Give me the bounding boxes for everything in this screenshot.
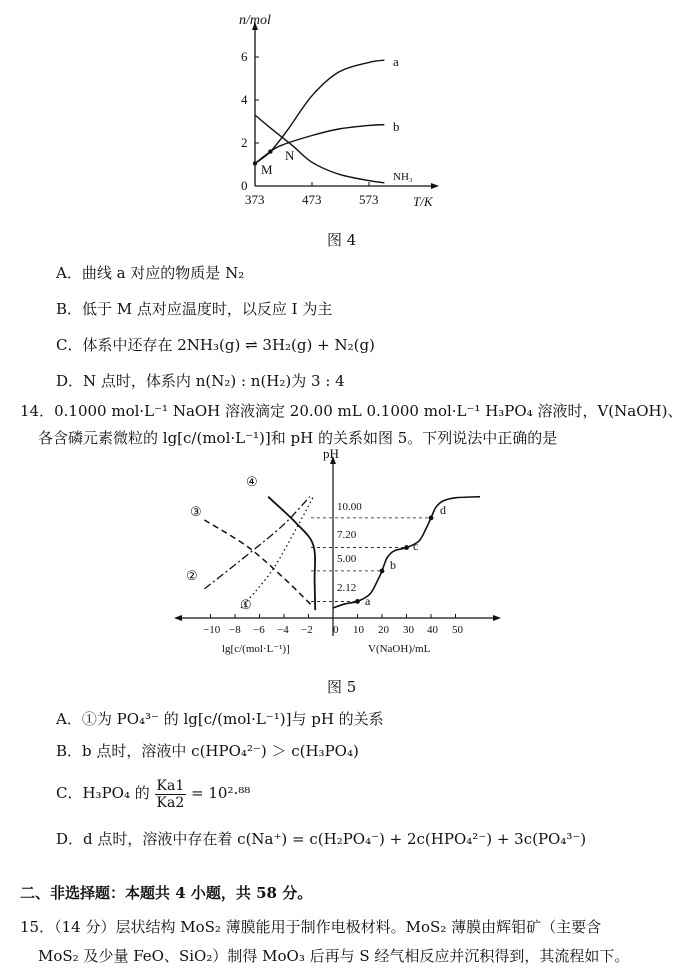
fig5-curve-1: ① — [240, 597, 252, 612]
fig5-point-c-marker — [404, 545, 409, 550]
q14-option-d: D．d 点时，溶液中存在着 c(Na⁺) = c(H₂PO₄⁻) + 2c(HPO₄²⁻) + 3c(PO₄³⁻) — [56, 830, 587, 848]
q15-line-1: 15．（14 分）层状结构 MoS₂ 薄膜能用于制作电极材料。MoS₂ 薄膜由辉钼矿（主要含 — [20, 918, 602, 936]
q13-option-c: C．体系中还存在 2NH₃(g) ⇌ 3H₂(g) + N₂(g) — [56, 336, 375, 354]
fig5-point-d: d — [440, 503, 446, 517]
fig5-curve-2-line — [204, 497, 309, 589]
fig4-ytick-6: 6 — [241, 49, 248, 64]
q14-option-c-suffix: = 10²·⁸⁸ — [191, 784, 251, 802]
fig5-neg-tick-8: −8 — [229, 624, 241, 636]
q14-option-c-prefix: C．H₃PO₄ 的 — [56, 784, 150, 802]
fig4-point-m-marker — [253, 161, 257, 165]
fig5-curve-2: ② — [186, 568, 198, 583]
fig4-xlabel: T/K — [413, 194, 433, 209]
fig5-point-a: a — [365, 594, 371, 608]
fig4-label-nh3: NH₃ — [393, 171, 413, 183]
fig5-pos-tick-20: 20 — [378, 624, 389, 636]
fig5-pos-tick-0: 0 — [333, 624, 339, 636]
q14-option-c — [56, 776, 250, 816]
fig4-point-m: M — [261, 162, 273, 177]
fig4-label-a: a — [393, 54, 399, 69]
fig4-point-n-marker — [268, 149, 272, 153]
fig5-curve-4-line — [268, 497, 315, 610]
fig5-curve-4: ④ — [246, 474, 258, 489]
fig5-ylabel: pH — [323, 448, 339, 461]
fig5-curve-3: ③ — [190, 504, 202, 519]
fig5-curve-3-line — [204, 520, 312, 606]
fig4-ytick-2: 2 — [241, 135, 248, 150]
fig4-point-n: N — [285, 148, 295, 163]
q13-option-d: D．N 点时，体系内 n(N₂) : n(H₂)为 3 : 4 — [56, 372, 345, 390]
fig5-ph-5: 5.00 — [337, 553, 357, 565]
q14-stem-2: 各含磷元素微粒的 lg[c/(mol·L⁻¹)]和 pH 的关系如图 5。下列说法中正确的是 — [38, 429, 558, 447]
fig5-neg-tick-4: −4 — [277, 624, 289, 636]
figure-4 — [225, 10, 465, 220]
fig4-xtick-573: 573 — [359, 192, 379, 207]
fig5-ph-2: 2.12 — [337, 582, 357, 594]
fig4-label-b: b — [393, 119, 400, 134]
fig5-xlabel-left: lg[c/(mol·L⁻¹)] — [222, 643, 290, 655]
fig5-neg-tick-10: −10 — [203, 624, 221, 636]
figure-5-caption: 图 5 — [327, 678, 357, 696]
fig4-ytick-4: 4 — [241, 92, 248, 107]
fig5-pos-tick-10: 10 — [353, 624, 364, 636]
q14-option-c-numerator: Ka1 — [156, 777, 185, 794]
fig4-series-a-line — [255, 60, 384, 163]
q13-option-b: B．低于 M 点对应温度时，以反应 I 为主 — [56, 300, 333, 318]
q15-line-2: MoS₂ 及少量 FeO、SiO₂）制得 MoO₃ 后再与 S 经气相反应并沉积得到，其流程如下。 — [38, 947, 630, 965]
q14-option-c-denominator: Ka2 — [156, 794, 185, 811]
fig4-xtick-373: 373 — [245, 192, 265, 207]
fig5-pos-tick-50: 50 — [452, 624, 463, 636]
q14-stem-1: 14．0.1000 mol·L⁻¹ NaOH 溶液滴定 20.00 mL 0.1000 mol·L⁻¹ H₃PO₄ 溶液时，V(NaOH)、 — [20, 402, 683, 420]
fig5-ph-10: 10.00 — [337, 501, 362, 513]
fig5-neg-tick-2: −2 — [301, 624, 313, 636]
fig5-point-c: c — [413, 539, 419, 553]
section-2-heading: 二、非选择题：本题共 4 小题，共 58 分。 — [20, 884, 313, 902]
figure-5 — [170, 448, 510, 658]
fig5-neg-tick-6: −6 — [253, 624, 265, 636]
fig5-point-a-marker — [355, 599, 360, 604]
q13-option-a: A．曲线 a 对应的物质是 N₂ — [56, 264, 245, 282]
fig4-xtick-473: 473 — [302, 192, 322, 207]
fig4-ylabel: n/mol — [239, 13, 271, 28]
fig5-pos-tick-40: 40 — [427, 624, 438, 636]
fig5-xlabel-right: V(NaOH)/mL — [368, 643, 431, 655]
q14-option-b: B．b 点时，溶液中 c(HPO₄²⁻) ＞ c(H₃PO₄) — [56, 742, 359, 760]
fig5-point-d-marker — [429, 516, 434, 521]
fig5-curve-1-line — [241, 497, 313, 608]
q14-option-a: A．①为 PO₄³⁻ 的 lg[c/(mol·L⁻¹)]与 pH 的关系 — [56, 710, 384, 728]
figure-4-caption: 图 4 — [327, 231, 357, 249]
fig5-ph-7: 7.20 — [337, 529, 357, 541]
fig4-ytick-0: 0 — [241, 178, 248, 193]
fig5-point-b: b — [390, 558, 396, 572]
q14-option-c-fraction — [155, 778, 187, 811]
fig5-point-b-marker — [380, 569, 385, 574]
fig5-pos-tick-30: 30 — [403, 624, 414, 636]
